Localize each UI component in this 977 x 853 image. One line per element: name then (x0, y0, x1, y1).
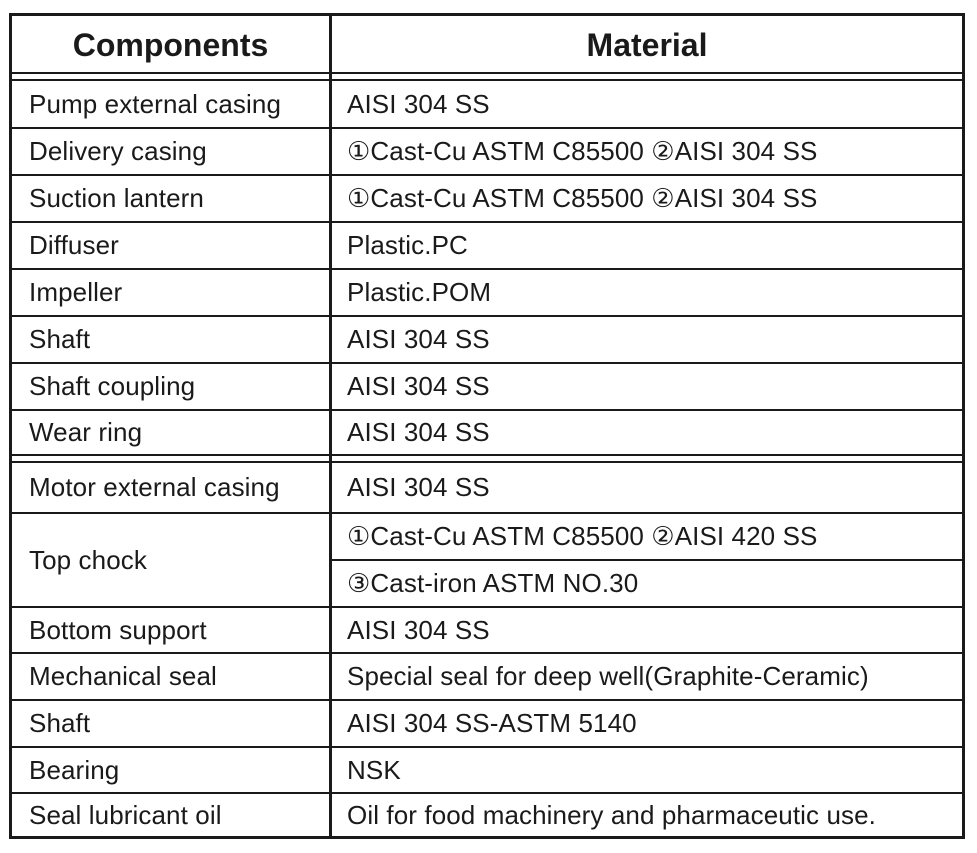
component-cell: Wear ring (29, 417, 143, 447)
materials-table (9, 13, 965, 839)
material-cell: Oil for food machinery and pharmaceutic use. (347, 799, 876, 830)
component-cell: Shaft (29, 324, 91, 354)
component-cell: Motor external casing (29, 472, 280, 502)
component-cell: Pump external casing (29, 88, 282, 119)
material-cell: AISI 304 SS-ASTM 5140 (347, 708, 637, 738)
material-cell: Plastic.POM (347, 277, 492, 307)
component-cell: Impeller (29, 277, 123, 307)
header-separator (12, 72, 962, 81)
component-cell: Top chock (29, 544, 147, 575)
material-cell: ①Cast-Cu ASTM C85500 ②AISI 304 SS (347, 136, 818, 166)
component-cell: Delivery casing (29, 136, 207, 166)
material-cell: Plastic.PC (347, 230, 468, 260)
material-cell: ③Cast-iron ASTM NO.30 (347, 568, 639, 598)
material-cell: ①Cast-Cu ASTM C85500 ②AISI 304 SS (347, 183, 818, 213)
component-cell: Suction lantern (29, 183, 204, 213)
material-cell: AISI 304 SS (347, 324, 490, 354)
row-divider (12, 221, 962, 223)
component-cell: Shaft (29, 708, 91, 738)
material-cell: NSK (347, 754, 401, 785)
material-cell: AISI 304 SS (347, 472, 490, 502)
component-cell: Diffuser (29, 230, 119, 260)
material-cell: AISI 304 SS (347, 614, 490, 645)
component-cell: Bottom support (29, 614, 207, 645)
row-divider (12, 746, 962, 748)
material-cell: AISI 304 SS (347, 371, 490, 401)
component-cell: Mechanical seal (29, 661, 217, 691)
material-cell: AISI 304 SS (347, 417, 490, 447)
material-cell: Special seal for deep well(Graphite-Ceramic) (347, 661, 869, 691)
material-cell: ①Cast-Cu ASTM C85500 ②AISI 420 SS (347, 521, 818, 551)
section-separator (12, 454, 962, 463)
column-divider (329, 16, 332, 836)
components-column-header: Components (72, 26, 269, 63)
component-cell: Seal lubricant oil (29, 799, 222, 830)
component-cell: Bearing (29, 754, 120, 785)
material-column-header: Material (586, 26, 708, 63)
material-cell: AISI 304 SS (347, 88, 490, 119)
component-cell: Shaft coupling (29, 371, 196, 401)
